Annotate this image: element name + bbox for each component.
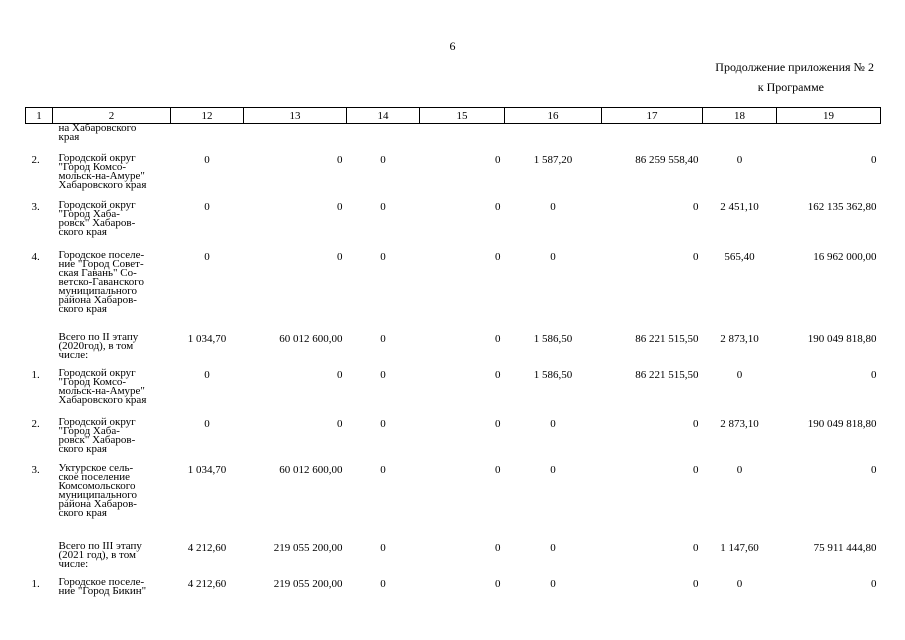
cell-col-15: 0 — [495, 153, 501, 166]
row-name-line: (2021 год), в том — [58, 548, 136, 561]
column-header: 12 — [171, 108, 244, 124]
cell-col-12 — [171, 124, 244, 152]
cell-col-16: 1 586,50 — [533, 332, 573, 345]
row-name-line: Всего по III этапу — [58, 539, 142, 552]
table-row — [26, 416, 881, 462]
cell-col-13: 0 — [337, 200, 343, 213]
row-name-line: ское поселение — [58, 470, 131, 483]
column-header: 18 — [703, 108, 777, 124]
cell-col-16: 0 — [550, 250, 556, 263]
row-number — [26, 331, 53, 367]
cell-col-18 — [703, 124, 777, 152]
cell-col-16: 0 — [550, 541, 556, 554]
row-name-line: Комсомольского — [58, 479, 136, 492]
row-name-line: "Город Комсо- — [58, 160, 126, 173]
cell-col-12: 4 212,60 — [187, 541, 227, 554]
cell-col-12: 0 — [204, 417, 210, 430]
cell-col-17: 0 — [693, 417, 699, 430]
cell-col-18: 0 — [736, 577, 743, 590]
row-name-line: числе: — [58, 348, 89, 361]
row-name-line: ского края — [58, 302, 107, 315]
cell-col-12: 0 — [204, 153, 210, 166]
row-name — [53, 540, 171, 576]
table-row — [26, 540, 881, 576]
row-name-line: ского края — [58, 225, 107, 238]
row-name-line: Городское поселе- — [58, 248, 145, 261]
column-header: 2 — [53, 108, 171, 124]
row-name-line: ветско-Гаванского — [58, 275, 144, 288]
cell-col-17: 86 221 515,50 — [635, 368, 699, 381]
data-table — [25, 107, 881, 606]
cell-col-19: 0 — [871, 463, 877, 476]
row-name-line: мольск-на-Амуре" — [58, 169, 145, 182]
table-row — [26, 199, 881, 249]
cell-col-13: 219 055 200,00 — [273, 541, 343, 554]
row-name-line: ская Гавань" Со- — [58, 266, 137, 279]
header-row — [26, 108, 881, 124]
row-name-line: Хабаровского края — [58, 178, 147, 191]
column-header: 19 — [777, 108, 881, 124]
row-name-line: ние "Город Совет- — [58, 257, 144, 270]
row-name — [53, 152, 171, 199]
table-row — [26, 367, 881, 416]
row-name-line: края — [58, 131, 80, 143]
cell-col-16: 0 — [550, 200, 556, 213]
cell-col-19: 190 049 818,80 — [807, 332, 877, 345]
cell-col-15: 0 — [495, 200, 501, 213]
cell-col-14: 0 — [380, 463, 386, 476]
cell-col-15: 0 — [495, 368, 501, 381]
row-name-line: Городской округ — [58, 415, 136, 428]
cell-col-17 — [602, 124, 703, 152]
cell-col-17: 86 221 515,50 — [635, 332, 699, 345]
cell-col-12: 0 — [204, 368, 210, 381]
cell-col-12: 0 — [204, 200, 210, 213]
cell-col-17: 86 259 558,40 — [635, 153, 699, 166]
column-header: 13 — [244, 108, 347, 124]
annex-title: Продолжение приложения № 2 — [715, 60, 874, 74]
cell-col-17: 0 — [693, 463, 699, 476]
row-name-line: "Город Комсо- — [58, 375, 126, 388]
cell-col-19: 190 049 818,80 — [807, 417, 877, 430]
row-number: 3. — [31, 200, 40, 213]
cell-col-15: 0 — [495, 577, 501, 590]
row-name-line: муниципального — [58, 284, 138, 297]
row-name-line: на Хабаровского — [58, 122, 137, 134]
table-row — [26, 124, 881, 152]
row-name-line: Городской округ — [58, 366, 136, 379]
cell-col-12: 0 — [204, 250, 210, 263]
table-row — [26, 576, 881, 606]
table-row — [26, 152, 881, 199]
row-name — [53, 331, 171, 367]
column-header: 14 — [347, 108, 420, 124]
row-name-line: Всего по II этапу — [58, 330, 139, 343]
cell-col-18: 0 — [736, 153, 743, 166]
cell-col-16 — [505, 124, 602, 152]
column-header: 1 — [26, 108, 53, 124]
row-name-line: Хабаровского края — [58, 393, 147, 406]
row-name — [53, 576, 171, 606]
row-name — [53, 367, 171, 416]
row-name — [53, 199, 171, 249]
row-name-line: Городской округ — [58, 151, 136, 164]
cell-col-13: 0 — [337, 250, 343, 263]
table-body — [26, 124, 881, 606]
table-row — [26, 331, 881, 367]
cell-col-16: 0 — [550, 463, 556, 476]
cell-col-13 — [244, 124, 347, 152]
cell-col-14: 0 — [380, 153, 386, 166]
row-name-line: Уктурское сель- — [58, 461, 134, 474]
cell-col-17: 0 — [693, 200, 699, 213]
cell-col-17: 0 — [693, 577, 699, 590]
row-number: 4. — [31, 250, 40, 263]
cell-col-18: 0 — [736, 368, 743, 381]
cell-col-16: 0 — [550, 417, 556, 430]
cell-col-18: 0 — [736, 463, 743, 476]
cell-col-14: 0 — [380, 577, 386, 590]
cell-col-13: 60 012 600,00 — [279, 463, 343, 476]
cell-col-19: 75 911 444,80 — [813, 541, 877, 554]
column-header: 15 — [420, 108, 505, 124]
annex-subtitle: к Программе — [757, 80, 824, 94]
row-name-line: числе: — [58, 557, 89, 570]
cell-col-12: 1 034,70 — [187, 463, 227, 476]
cell-col-14: 0 — [380, 250, 386, 263]
row-name-line: (2020год), в том — [58, 339, 134, 352]
cell-col-13: 0 — [337, 153, 343, 166]
cell-col-19: 162 135 362,80 — [807, 200, 877, 213]
row-number: 2. — [31, 417, 40, 430]
row-name-line: ние "Город Бикин" — [58, 584, 147, 597]
cell-col-15: 0 — [495, 541, 501, 554]
cell-col-18: 2 873,10 — [720, 332, 759, 345]
cell-col-14: 0 — [380, 541, 386, 554]
column-header: 17 — [602, 108, 703, 124]
cell-col-14: 0 — [380, 417, 386, 430]
row-number — [26, 124, 53, 152]
column-header: 16 — [505, 108, 602, 124]
cell-col-19: 0 — [871, 577, 877, 590]
cell-col-18: 1 147,60 — [720, 541, 759, 554]
cell-col-18: 565,40 — [724, 250, 755, 263]
row-name-line: Городское поселе- — [58, 575, 145, 588]
row-name-line: муниципального — [58, 488, 138, 501]
row-name — [53, 416, 171, 462]
cell-col-12: 4 212,60 — [187, 577, 227, 590]
cell-col-15: 0 — [495, 417, 501, 430]
cell-col-17: 0 — [693, 541, 699, 554]
cell-col-14: 0 — [380, 332, 386, 345]
table-row — [26, 249, 881, 331]
table-row — [26, 462, 881, 540]
cell-col-13: 60 012 600,00 — [279, 332, 343, 345]
cell-col-18: 2 873,10 — [720, 417, 759, 430]
cell-col-13: 0 — [337, 417, 343, 430]
row-name-line: района Хабаров- — [58, 293, 137, 306]
cell-col-17: 0 — [693, 250, 699, 263]
cell-col-15: 0 — [495, 332, 501, 345]
page-number: 6 — [449, 39, 456, 53]
row-name — [53, 249, 171, 331]
cell-col-14: 0 — [380, 368, 386, 381]
row-number: 1. — [31, 577, 40, 590]
cell-col-16: 1 587,20 — [533, 153, 573, 166]
row-number: 3. — [31, 463, 40, 476]
cell-col-12: 1 034,70 — [187, 332, 227, 345]
row-name-line: "Город Хаба- — [58, 424, 120, 437]
row-name-line: "Город Хаба- — [58, 207, 120, 220]
cell-col-13: 0 — [337, 368, 343, 381]
cell-col-19: 0 — [871, 153, 877, 166]
row-name-line: мольск-на-Амуре" — [58, 384, 145, 397]
row-name — [53, 462, 171, 540]
row-number: 2. — [31, 153, 40, 166]
cell-col-19 — [777, 124, 881, 152]
cell-col-16: 0 — [550, 577, 556, 590]
row-name — [53, 124, 171, 152]
cell-col-14: 0 — [380, 200, 386, 213]
cell-col-13: 219 055 200,00 — [273, 577, 343, 590]
row-name-line: ровск" Хабаров- — [58, 216, 136, 229]
cell-col-16: 1 586,50 — [533, 368, 573, 381]
cell-col-19: 0 — [871, 368, 877, 381]
row-name-line: ского края — [58, 442, 107, 455]
cell-col-15: 0 — [495, 250, 501, 263]
row-number: 1. — [31, 368, 40, 381]
cell-col-18: 2 451,10 — [720, 200, 759, 213]
row-name-line: ровск" Хабаров- — [58, 433, 136, 446]
row-name-line: ского края — [58, 506, 107, 519]
row-name-line: района Хабаров- — [58, 497, 137, 510]
cell-col-15 — [420, 124, 505, 152]
cell-col-15: 0 — [495, 463, 501, 476]
cell-col-19: 16 962 000,00 — [813, 250, 877, 263]
row-name-line: Городской округ — [58, 198, 136, 211]
cell-col-14 — [347, 124, 420, 152]
row-number — [26, 540, 53, 576]
